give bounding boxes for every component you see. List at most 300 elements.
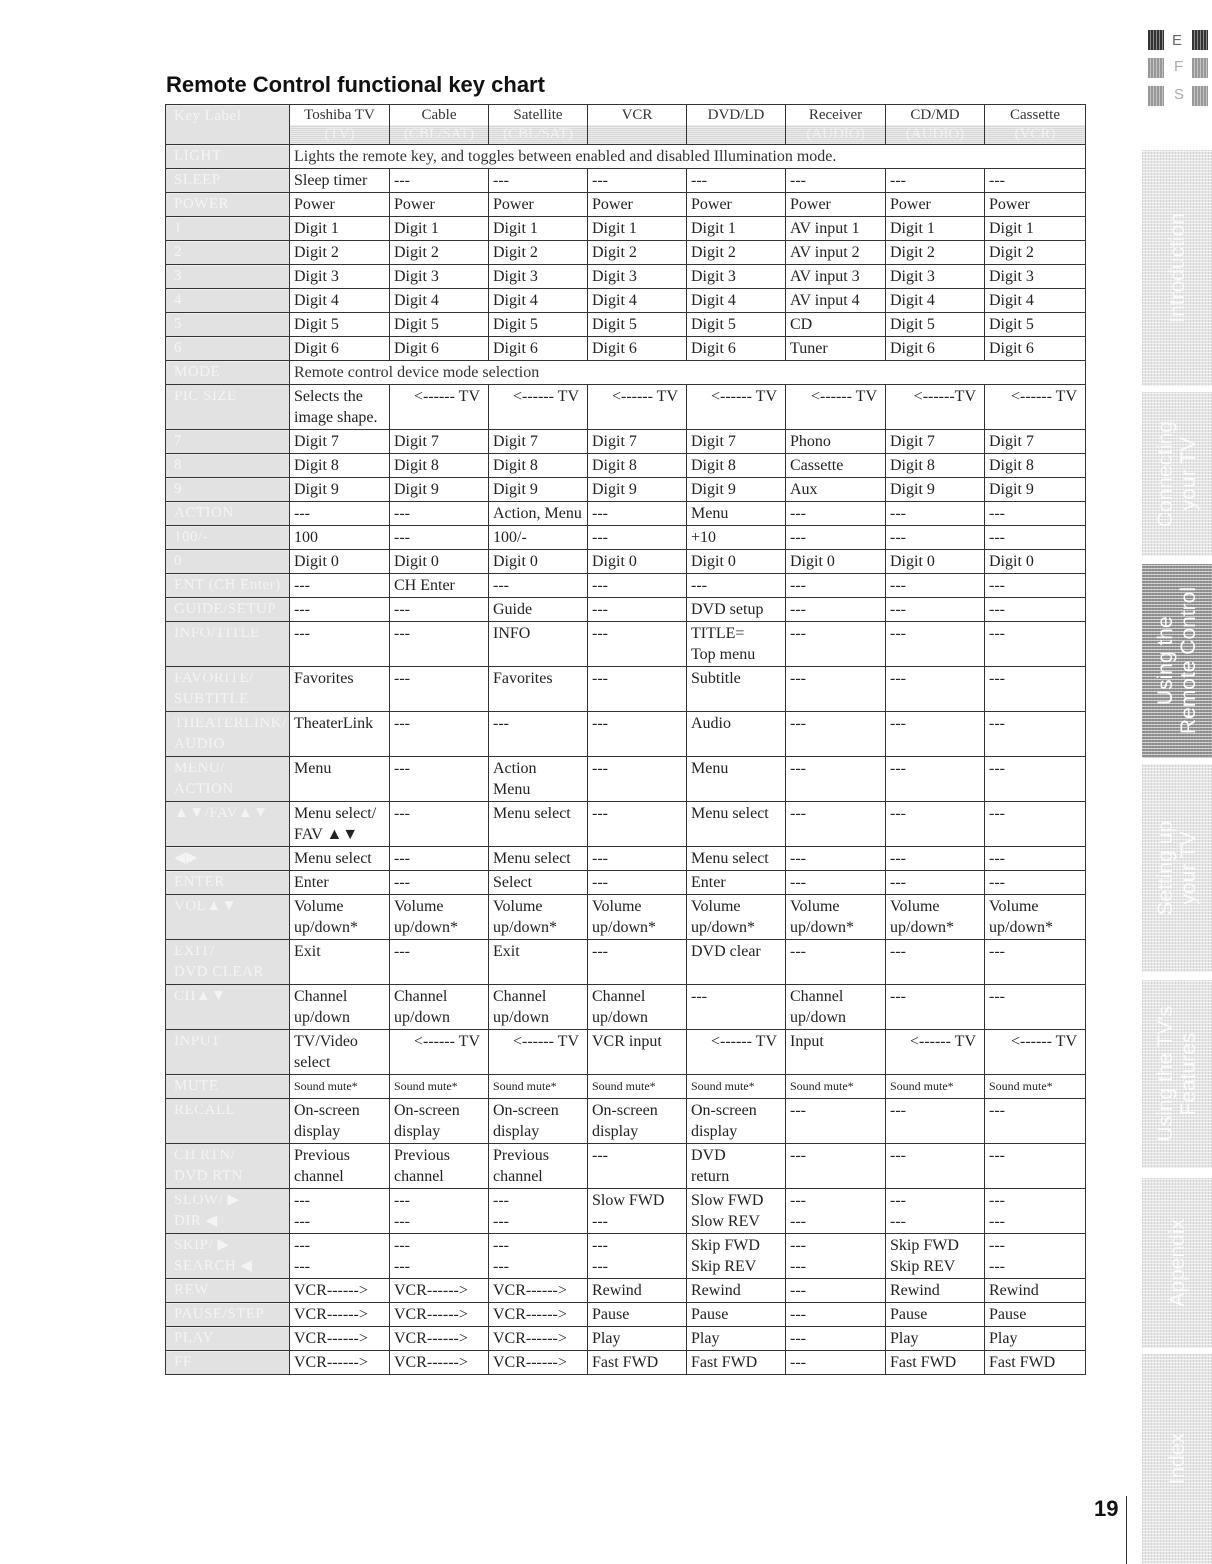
key-function-cell: --- (390, 667, 489, 712)
device-mode (687, 125, 785, 144)
key-function-cell: Digit 8 (886, 454, 985, 478)
table-row (166, 145, 1086, 169)
key-function-cell: Fast FWD (687, 1351, 786, 1375)
key-function-cell: --- (886, 712, 985, 757)
key-function-cell: Digit 8 (687, 454, 786, 478)
key-function-cell: --- (985, 1144, 1086, 1189)
key-function-cell: VCR------> (290, 1351, 390, 1375)
key-function-cell: AV input 3 (786, 265, 886, 289)
key-label: 5 (166, 313, 290, 337)
key-label: GUIDE/SETUP (166, 598, 290, 622)
key-function-cell: --- (786, 847, 886, 871)
key-function-cell: Digit 8 (588, 454, 687, 478)
table-row (166, 1144, 1086, 1189)
key-function-cell: --- (886, 847, 985, 871)
key-function-cell: Exit (489, 940, 588, 985)
key-function-cell: Digit 1 (489, 217, 588, 241)
key-function-cell: Cassette (786, 454, 886, 478)
key-label: SLOW/ ▶ DIR ◀ (166, 1189, 290, 1234)
key-label: PIC SIZE (166, 385, 290, 430)
table-row (166, 1075, 1086, 1099)
key-function-cell: Select (489, 871, 588, 895)
key-label: CH RTN/ DVD RTN (166, 1144, 290, 1189)
tab-index[interactable] (1142, 1354, 1212, 1564)
key-function-cell: --- (985, 502, 1086, 526)
key-function-cell: Digit 5 (588, 313, 687, 337)
key-function-cell: Digit 2 (390, 241, 489, 265)
key-function-cell: --- (985, 871, 1086, 895)
key-function-cell: --- (390, 940, 489, 985)
key-function-cell: --- (786, 1279, 886, 1303)
key-function-cell: --- (886, 1099, 985, 1144)
key-function-cell: --- (588, 940, 687, 985)
key-function-cell: Sound mute* (290, 1075, 390, 1099)
device-header (489, 105, 588, 145)
key-function-cell: Digit 9 (290, 478, 390, 502)
key-function-cell: Digit 4 (588, 289, 687, 313)
key-function-cell: --- (786, 169, 886, 193)
key-label: 0 (166, 550, 290, 574)
key-function-cell: TV/Video select (290, 1030, 390, 1075)
key-function-cell: --- (588, 169, 687, 193)
language-letter: F (1174, 58, 1184, 75)
device-mode: (AUDIO) (886, 125, 984, 144)
key-function-cell: Digit 5 (687, 313, 786, 337)
key-function-cell: TheaterLink (290, 712, 390, 757)
tab-using-the-remote-control[interactable] (1142, 564, 1212, 758)
key-function-cell: --- (985, 802, 1086, 847)
key-label: MUTE (166, 1075, 290, 1099)
key-function-cell: Digit 5 (886, 313, 985, 337)
key-function-cell: Digit 4 (390, 289, 489, 313)
key-function-cell: --- (390, 871, 489, 895)
key-function-cell: --- --- (786, 1234, 886, 1279)
key-function-cell: Digit 4 (886, 289, 985, 313)
key-function-cell: <------ TV (687, 385, 786, 430)
key-function-cell: Digit 0 (985, 550, 1086, 574)
key-function-cell: --- (786, 757, 886, 802)
key-function-cell: --- (588, 598, 687, 622)
key-function-cell: --- (786, 712, 886, 757)
tab-appendix[interactable] (1142, 1178, 1212, 1348)
key-function-cell: Digit 5 (985, 313, 1086, 337)
key-function-cell: --- (588, 871, 687, 895)
key-function-cell: Menu select (687, 847, 786, 871)
key-function-cell: --- (786, 1327, 886, 1351)
key-function-cell: Volume up/down* (786, 895, 886, 940)
device-mode: (CBL/SAT) (489, 125, 587, 144)
key-label: 1 (166, 217, 290, 241)
key-label: ENTER (166, 871, 290, 895)
key-function-cell: DVD clear (687, 940, 786, 985)
table-row (166, 871, 1086, 895)
key-function-cell: --- (390, 712, 489, 757)
key-function-cell: Digit 7 (588, 430, 687, 454)
key-function-cell: Digit 1 (886, 217, 985, 241)
key-function-cell: --- (886, 940, 985, 985)
key-function-cell: Digit 5 (489, 313, 588, 337)
key-function-cell: --- (786, 574, 886, 598)
key-label: VOL▲▼ (166, 895, 290, 940)
key-function-cell: Digit 2 (886, 241, 985, 265)
key-function-cell: CD (786, 313, 886, 337)
language-block-icon (1148, 86, 1164, 106)
key-function-cell: Digit 3 (290, 265, 390, 289)
key-function-cell: Volume up/down* (489, 895, 588, 940)
key-function-cell: --- (886, 1144, 985, 1189)
key-function-cell: Digit 4 (985, 289, 1086, 313)
key-function-cell: --- (290, 622, 390, 667)
key-function-cell: Pause (687, 1303, 786, 1327)
key-function-cell: --- (489, 712, 588, 757)
key-function-cell: Digit 1 (390, 217, 489, 241)
key-function-cell: Power (290, 193, 390, 217)
table-row (166, 1303, 1086, 1327)
key-function-cell: --- (390, 526, 489, 550)
key-label: INFO/TITLE (166, 622, 290, 667)
key-function-cell: Pause (588, 1303, 687, 1327)
device-mode: (TV) (290, 125, 389, 144)
key-function-cell: Digit 6 (290, 337, 390, 361)
key-function-cell: Digit 0 (588, 550, 687, 574)
table-row (166, 1351, 1086, 1375)
key-label: 8 (166, 454, 290, 478)
key-function-cell: Digit 8 (985, 454, 1086, 478)
key-function-cell: --- (985, 598, 1086, 622)
key-function-cell: VCR------> (390, 1279, 489, 1303)
device-mode: (VCR) (985, 125, 1085, 144)
key-function-cell: Digit 5 (290, 313, 390, 337)
tab-setting-up-your-tv[interactable] (1142, 764, 1212, 972)
key-function-cell: <------ TV (687, 1030, 786, 1075)
key-function-cell: --- (489, 169, 588, 193)
table-row (166, 802, 1086, 847)
key-function-cell: --- (786, 667, 886, 712)
key-function-cell: --- (985, 1099, 1086, 1144)
key-function-cell: Pause (886, 1303, 985, 1327)
key-function-cell: Subtitle (687, 667, 786, 712)
key-function-cell: VCR------> (290, 1303, 390, 1327)
key-function-cell: VCR------> (489, 1327, 588, 1351)
key-function-cell: Slow FWD Slow REV (687, 1189, 786, 1234)
key-function-cell: --- (786, 1303, 886, 1327)
table-row (166, 1327, 1086, 1351)
key-function-cell: --- --- (290, 1189, 390, 1234)
key-function-cell: --- (588, 802, 687, 847)
key-function-cell: Previous channel (489, 1144, 588, 1189)
key-function-cell: <------ TV (489, 385, 588, 430)
key-function-cell: <------ TV (985, 385, 1086, 430)
device-header (985, 105, 1086, 145)
key-function-cell: Digit 8 (390, 454, 489, 478)
key-function-cell: Rewind (886, 1279, 985, 1303)
key-function-cell: Channel up/down (588, 985, 687, 1030)
key-function-cell: +10 (687, 526, 786, 550)
key-function-cell: --- (390, 502, 489, 526)
table-row (166, 667, 1086, 712)
key-function-cell: VCR------> (489, 1303, 588, 1327)
key-function-cell: Sound mute* (687, 1075, 786, 1099)
key-function-cell: --- (886, 574, 985, 598)
key-function-cell: --- (886, 802, 985, 847)
device-name: Satellite (513, 107, 563, 123)
key-function-cell: --- (390, 622, 489, 667)
table-row (166, 289, 1086, 313)
key-function-cell: Digit 4 (489, 289, 588, 313)
table-row (166, 193, 1086, 217)
device-header (390, 105, 489, 145)
key-function-cell: --- (886, 985, 985, 1030)
key-function-cell: INFO (489, 622, 588, 667)
key-label: THEATERLINK/ AUDIO (166, 712, 290, 757)
key-function-cell: <------TV (886, 385, 985, 430)
key-function-cell: Action Menu (489, 757, 588, 802)
key-function-description: Lights the remote key, and toggles between enabled and disabled Illumination mode. (290, 145, 1086, 169)
key-function-cell: --- (985, 574, 1086, 598)
key-function-cell: Digit 9 (687, 478, 786, 502)
key-function-cell: --- (886, 598, 985, 622)
key-function-cell: --- (786, 598, 886, 622)
key-function-cell: Digit 0 (290, 550, 390, 574)
key-function-cell: --- (390, 757, 489, 802)
key-function-cell: --- --- (786, 1189, 886, 1234)
key-function-cell: --- (588, 574, 687, 598)
key-function-cell: On-screen display (687, 1099, 786, 1144)
key-function-cell: VCR------> (290, 1279, 390, 1303)
device-mode: (AUDIO) (786, 125, 885, 144)
key-function-cell: TITLE= Top menu (687, 622, 786, 667)
key-function-cell: Channel up/down (290, 985, 390, 1030)
key-function-cell: --- (687, 574, 786, 598)
table-row (166, 337, 1086, 361)
key-function-cell: <------ TV (588, 385, 687, 430)
key-function-cell: Play (886, 1327, 985, 1351)
key-function-cell: Tuner (786, 337, 886, 361)
tab-label: Introduction (1165, 213, 1189, 323)
key-function-cell: Digit 2 (588, 241, 687, 265)
key-function-cell: --- (985, 667, 1086, 712)
tab-label: Connecting your TV (1154, 420, 1200, 528)
key-function-cell: Power (985, 193, 1086, 217)
key-function-cell: Fast FWD (985, 1351, 1086, 1375)
key-function-cell: Play (985, 1327, 1086, 1351)
key-function-cell: Digit 3 (588, 265, 687, 289)
key-function-cell: Input (786, 1030, 886, 1075)
table-row (166, 1234, 1086, 1279)
key-function-cell: Power (588, 193, 687, 217)
key-function-cell: Digit 7 (687, 430, 786, 454)
key-label: 2 (166, 241, 290, 265)
key-function-cell: Channel up/down (489, 985, 588, 1030)
key-function-cell: Digit 8 (290, 454, 390, 478)
key-function-cell: --- (290, 574, 390, 598)
key-function-cell: Digit 3 (687, 265, 786, 289)
key-function-cell: --- --- (489, 1234, 588, 1279)
key-function-cell: <------ TV (786, 385, 886, 430)
device-name: Toshiba TV (304, 107, 375, 123)
key-function-cell: Enter (687, 871, 786, 895)
table-row (166, 502, 1086, 526)
key-function-cell: Favorites (290, 667, 390, 712)
key-function-cell: --- (588, 622, 687, 667)
key-label: 100/- (166, 526, 290, 550)
key-function-cell: Power (886, 193, 985, 217)
language-block-icon (1192, 58, 1208, 78)
tab-connecting-your-tv[interactable] (1142, 392, 1212, 556)
key-function-cell: Digit 0 (687, 550, 786, 574)
key-function-cell: On-screen display (588, 1099, 687, 1144)
key-function-cell: Digit 9 (985, 478, 1086, 502)
key-function-cell: --- --- (489, 1189, 588, 1234)
key-function-cell: <------ TV (390, 1030, 489, 1075)
key-function-cell: --- (290, 502, 390, 526)
key-function-cell: <------ TV (390, 385, 489, 430)
key-function-cell: VCR------> (290, 1327, 390, 1351)
key-function-cell: Digit 6 (687, 337, 786, 361)
key-function-cell: Volume up/down* (886, 895, 985, 940)
key-function-cell: Slow FWD --- (588, 1189, 687, 1234)
key-label: ◀▶ (166, 847, 290, 871)
key-function-cell: --- (985, 757, 1086, 802)
key-label: FF (166, 1351, 290, 1375)
key-function-cell: Digit 6 (588, 337, 687, 361)
key-function-cell: Digit 4 (290, 289, 390, 313)
key-function-cell: --- (786, 622, 886, 667)
key-function-cell: --- (886, 757, 985, 802)
key-function-cell: Digit 7 (390, 430, 489, 454)
tab-using-the-tvs-features[interactable] (1142, 980, 1212, 1168)
key-function-cell: --- (985, 526, 1086, 550)
key-function-cell: --- (886, 169, 985, 193)
table-row (166, 985, 1086, 1030)
table-row (166, 712, 1086, 757)
key-function-cell: Digit 8 (489, 454, 588, 478)
key-function-cell: --- (886, 622, 985, 667)
key-function-cell: <------ TV (985, 1030, 1086, 1075)
key-function-cell: --- (588, 667, 687, 712)
tab-introduction[interactable] (1142, 150, 1212, 386)
key-function-cell: --- (588, 847, 687, 871)
key-function-cell: Selects the image shape. (290, 385, 390, 430)
key-function-cell: --- (588, 757, 687, 802)
table-row (166, 940, 1086, 985)
table-row (166, 265, 1086, 289)
key-function-cell: Digit 3 (489, 265, 588, 289)
key-function-cell: 100 (290, 526, 390, 550)
key-function-cell: AV input 1 (786, 217, 886, 241)
language-letter: E (1172, 32, 1183, 49)
tab-label: Using the Remote Control (1154, 587, 1200, 735)
key-function-cell: Volume up/down* (390, 895, 489, 940)
key-function-cell: --- (588, 502, 687, 526)
key-function-cell: Sound mute* (390, 1075, 489, 1099)
language-block-icon (1192, 30, 1208, 50)
table-row (166, 169, 1086, 193)
key-function-cell: Digit 6 (985, 337, 1086, 361)
key-function-description: Remote control device mode selection (290, 361, 1086, 385)
key-function-cell: --- (786, 526, 886, 550)
key-function-cell: Menu (687, 502, 786, 526)
key-function-cell: --- (390, 802, 489, 847)
key-function-cell: Power (687, 193, 786, 217)
key-function-cell: --- (290, 598, 390, 622)
key-function-cell: Digit 0 (786, 550, 886, 574)
key-function-cell: --- (786, 1144, 886, 1189)
key-label: MODE (166, 361, 290, 385)
key-function-cell: --- (390, 169, 489, 193)
device-name: VCR (621, 107, 653, 123)
device-name: Receiver (808, 107, 863, 123)
table-row (166, 430, 1086, 454)
key-function-cell: Exit (290, 940, 390, 985)
key-function-cell: Menu select (489, 802, 588, 847)
key-function-cell: --- (588, 1144, 687, 1189)
key-function-cell: AV input 4 (786, 289, 886, 313)
key-function-cell: --- (786, 871, 886, 895)
table-row (166, 478, 1086, 502)
key-function-cell: Digit 1 (588, 217, 687, 241)
key-function-cell: VCR input (588, 1030, 687, 1075)
key-function-cell: Rewind (588, 1279, 687, 1303)
key-label: FAVORITE/ SUBTITLE (166, 667, 290, 712)
key-function-cell: On-screen display (489, 1099, 588, 1144)
key-function-cell: Volume up/down* (588, 895, 687, 940)
key-label: ACTION (166, 502, 290, 526)
key-function-cell: Digit 4 (687, 289, 786, 313)
key-function-cell: --- --- (390, 1234, 489, 1279)
key-function-cell: Menu select (290, 847, 390, 871)
key-function-cell: DVD setup (687, 598, 786, 622)
key-label: POWER (166, 193, 290, 217)
key-function-cell: VCR------> (489, 1351, 588, 1375)
language-block-icon (1192, 86, 1208, 106)
key-function-cell: <------ TV (489, 1030, 588, 1075)
key-function-cell: Sound mute* (588, 1075, 687, 1099)
table-row (166, 1099, 1086, 1144)
key-label: RECALL (166, 1099, 290, 1144)
table-row (166, 1189, 1086, 1234)
key-function-cell: Digit 3 (886, 265, 985, 289)
key-function-cell: Play (588, 1327, 687, 1351)
key-function-cell: Previous channel (390, 1144, 489, 1189)
key-function-cell: Pause (985, 1303, 1086, 1327)
key-function-cell: Action, Menu (489, 502, 588, 526)
key-function-cell: --- (985, 712, 1086, 757)
key-function-cell: --- --- (985, 1189, 1086, 1234)
key-function-cell: Digit 1 (290, 217, 390, 241)
key-function-cell: --- --- (985, 1234, 1086, 1279)
tab-label: Using the TV's Features (1154, 1006, 1200, 1142)
key-function-cell: Digit 2 (290, 241, 390, 265)
key-function-cell: Menu (687, 757, 786, 802)
key-function-cell: Channel up/down (786, 985, 886, 1030)
key-function-cell: Power (786, 193, 886, 217)
table-body (166, 145, 1086, 1375)
table-row (166, 361, 1086, 385)
key-function-cell: Digit 1 (687, 217, 786, 241)
key-function-cell: --- (687, 985, 786, 1030)
device-mode (588, 125, 686, 144)
key-label: REW (166, 1279, 290, 1303)
key-function-cell: --- (886, 502, 985, 526)
language-block-icon (1148, 30, 1164, 50)
key-function-cell: Digit 6 (489, 337, 588, 361)
key-function-cell: Digit 9 (886, 478, 985, 502)
table-row (166, 217, 1086, 241)
table-row (166, 757, 1086, 802)
key-function-cell: Digit 2 (489, 241, 588, 265)
key-function-cell: Digit 2 (985, 241, 1086, 265)
